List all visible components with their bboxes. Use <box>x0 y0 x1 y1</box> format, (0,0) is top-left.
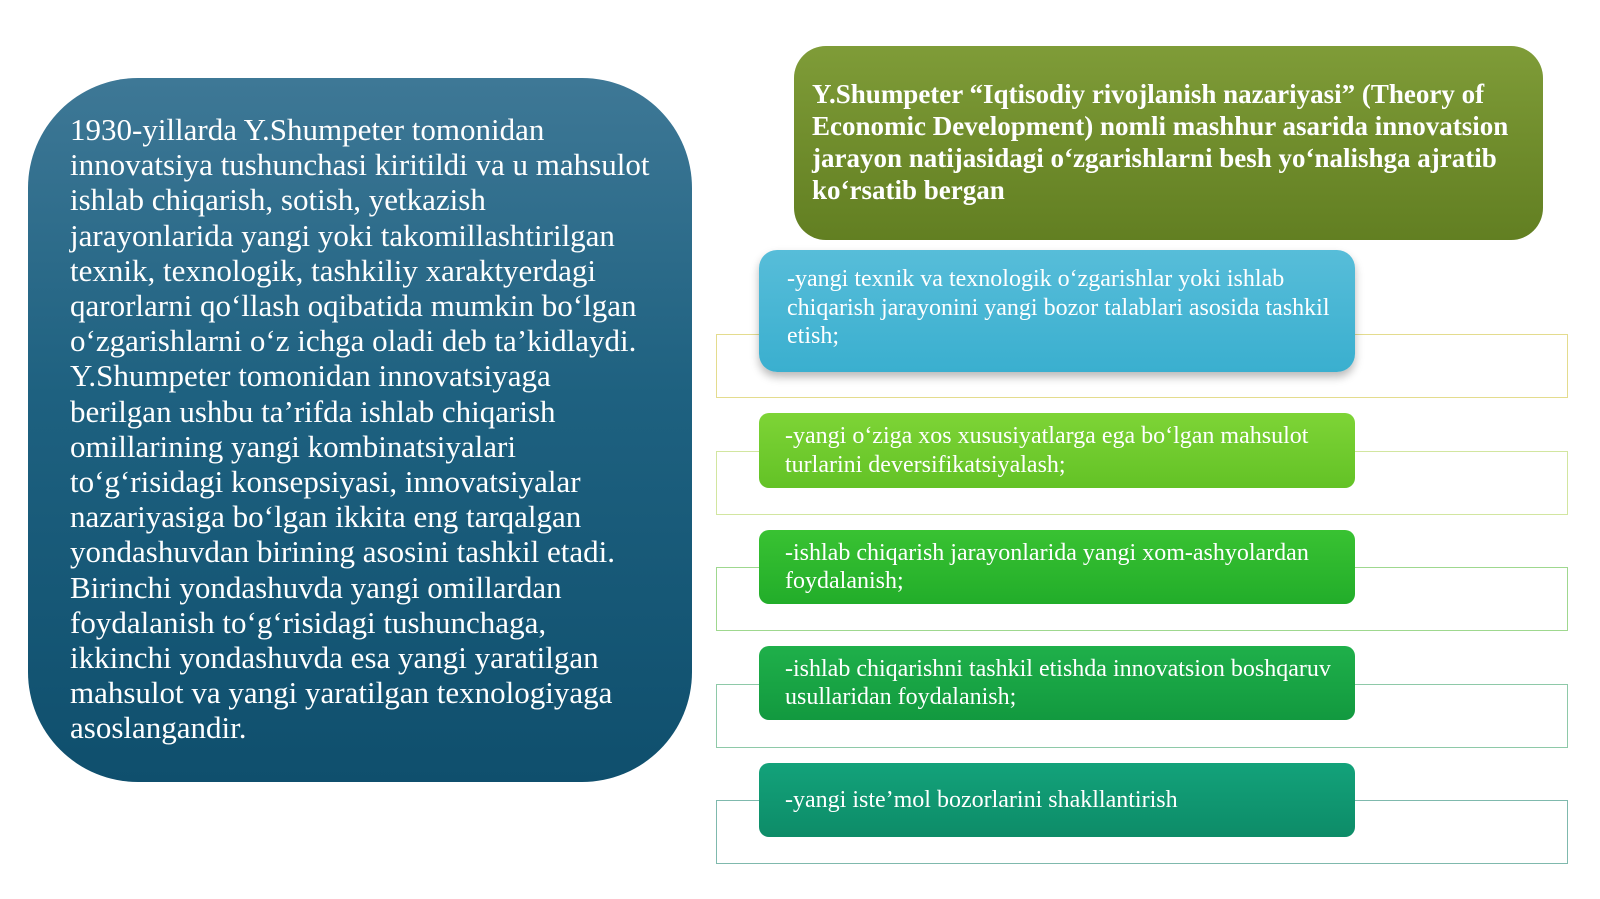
header-box <box>794 46 1543 240</box>
direction-item-text: -yangi o‘ziga xos xususiyatlarga ega bo‘lgan mahsulot turlarini deversifikatsiyalash; <box>785 423 1309 478</box>
direction-item-text: -yangi texnik va texnologik o‘zgarishlar yoki ishlab chiqarish jarayonini yangi bozor talablari asosida tashkil etish; <box>787 266 1330 350</box>
definition-text: 1930-yillarda Y.Shumpeter tomonidan innovatsiya tushunchasi kiritildi va u mahsulot ishlab chiqarish, sotish, yetkazish jarayonlarida yangi yoki takomillashtirilgan texnik, texnologik, tashkiliy xaraktyerdagi qarorlarni qo‘llash oqibatida mumkin bo‘lgan o‘zgarishlarni o‘z ichga oladi deb ta’kidlaydi. Y.Shumpeter tomonidan innovatsiyaga berilgan ushbu ta’rifda ishlab chiqarish omillarining yangi kombinatsiyalari to‘g‘risidagi konsepsiyasi, innovatsiyalar nazariyasiga bo‘lgan ikkita eng tarqalgan yondashuvdan birining asosini tashkil etadi. Birinchi yondashuvda yangi omillardan foydalanish to‘g‘risidagi tushunchaga, ikkinchi yondashuvda esa yangi yaratilgan mahsulot va yangi yaratilgan texnologiyaga asoslangandir. <box>70 112 650 746</box>
header-text: Y.Shumpeter “Iqtisodiy rivojlanish nazariyasi” (Theory of Economic Development) nomli mashhur asarida innovatsion jarayon natijasidagi o‘zgarishlarni besh yo‘nalishga ajratib ko‘rsatib bergan <box>812 79 1509 205</box>
direction-item-1 <box>759 250 1355 372</box>
direction-item-text: -ishlab chiqarish jarayonlarida yangi xom-ashyolardan foydalanish; <box>785 539 1309 594</box>
direction-item-3 <box>759 530 1355 604</box>
direction-item-4 <box>759 646 1355 720</box>
direction-item-text: -ishlab chiqarishni tashkil etishda innovatsion boshqaruv usullaridan foydalanish; <box>785 655 1331 710</box>
direction-item-2 <box>759 413 1355 488</box>
direction-item-5 <box>759 763 1355 837</box>
direction-item-text: -yangi iste’mol bozorlarini shakllantirish <box>785 786 1178 813</box>
definition-box <box>28 78 692 782</box>
